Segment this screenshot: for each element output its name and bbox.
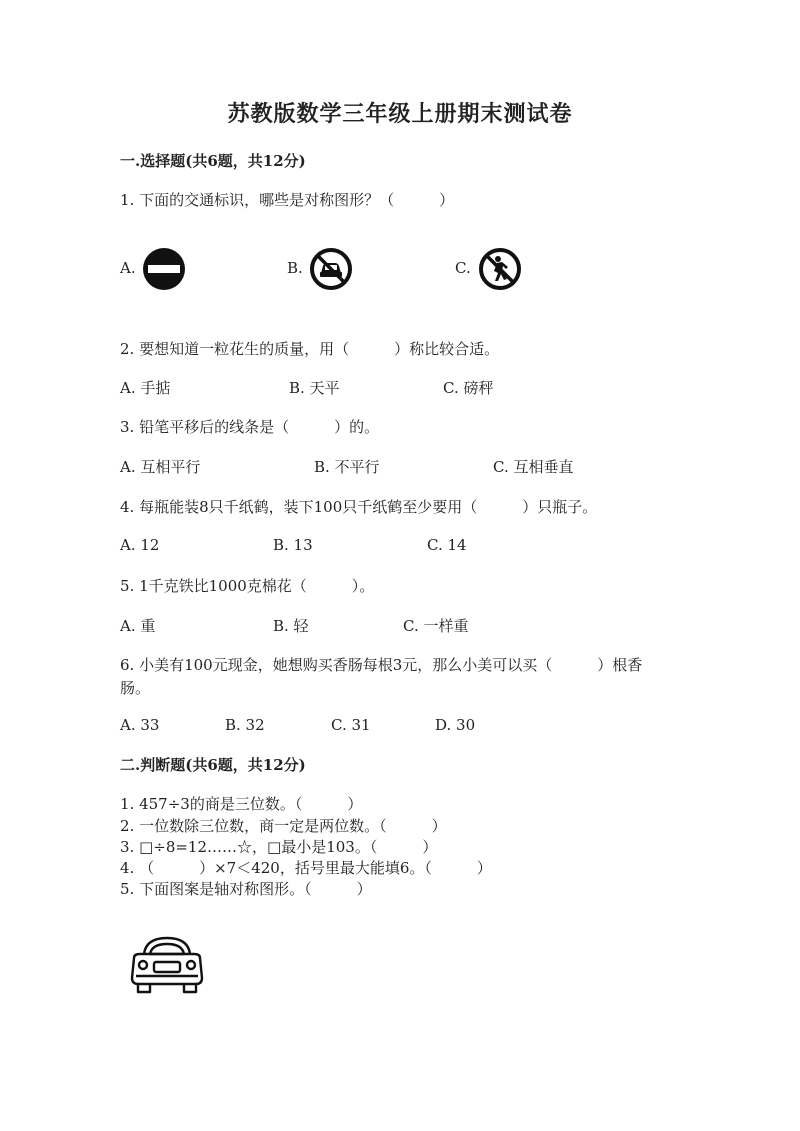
option-3b: B. 不平行 (314, 458, 380, 476)
option-4a: A. 12 (120, 536, 160, 554)
option-1b-label: B. (287, 259, 303, 277)
no-vehicles-sign-icon (309, 247, 353, 291)
option-3a: A. 互相平行 (120, 458, 201, 476)
option-6a: A. 33 (120, 716, 160, 734)
question-3: 3. 铅笔平移后的线条是（ ）的。 (120, 418, 380, 436)
option-2b: B. 天平 (289, 379, 340, 397)
section-heading-choice: 一.选择题(共6题，共12分) (120, 152, 306, 170)
option-5b: B. 轻 (273, 617, 309, 635)
no-pedestrians-sign-icon (478, 247, 522, 291)
option-3c: C. 互相垂直 (493, 458, 574, 476)
option-5a: A. 重 (120, 617, 156, 635)
judgment-item-4: 4. （ ）×7＜420，括号里最大能填6。（ ） (120, 859, 492, 877)
option-6b: B. 32 (225, 716, 265, 734)
option-1a-label: A. (120, 259, 136, 277)
page-title: 苏教版数学三年级上册期末测试卷 (227, 101, 573, 127)
judgment-item-5: 5. 下面图案是轴对称图形。（ ） (120, 880, 372, 898)
question-4: 4. 每瓶能装8只千纸鹤，装下100只千纸鹤至少要用（ ）只瓶子。 (120, 498, 598, 516)
question-5: 5. 1千克铁比1000克棉花（ ）。 (120, 577, 375, 595)
judgment-item-3: 3. □÷8=12……☆，□最小是103。（ ） (120, 838, 438, 856)
option-2a: A. 手掂 (120, 379, 171, 397)
option-2c: C. 磅秤 (443, 379, 494, 397)
option-5c: C. 一样重 (403, 617, 469, 635)
option-6c: C. 31 (331, 716, 371, 734)
option-4c: C. 14 (427, 536, 467, 554)
question-6-line1: 6. 小美有100元现金，她想购买香肠每根3元，那么小美可以买（ ）根香 (120, 656, 643, 674)
question-1: 1. 下面的交通标识，哪些是对称图形？（ ） (120, 191, 455, 209)
car-icon (128, 932, 206, 996)
option-6d: D. 30 (435, 716, 476, 734)
question-2: 2. 要想知道一粒花生的质量，用（ ）称比较合适。 (120, 340, 500, 358)
no-entry-sign-icon (142, 247, 186, 291)
option-1c-label: C. (455, 259, 471, 277)
judgment-item-2: 2. 一位数除三位数，商一定是两位数。（ ） (120, 817, 447, 835)
question-6-line2: 肠。 (120, 679, 151, 697)
judgment-item-1: 1. 457÷3的商是三位数。（ ） (120, 795, 363, 813)
option-4b: B. 13 (273, 536, 313, 554)
section-heading-judgment: 二.判断题(共6题，共12分) (120, 756, 306, 774)
